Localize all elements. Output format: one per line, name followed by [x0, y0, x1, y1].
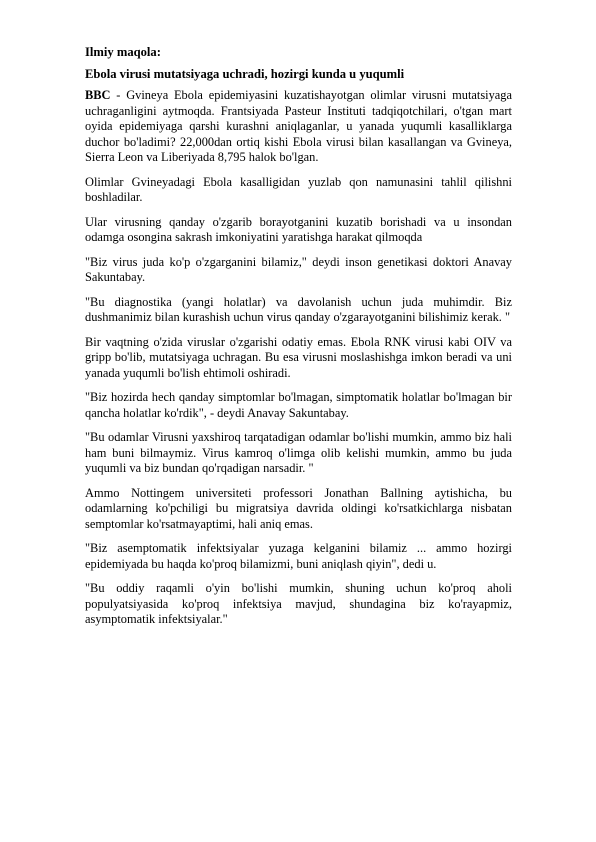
paragraph: "Bu odamlar Virusni yaxshiroq tarqatadigan odamlar bo'lishi mumkin, ammo biz hali ham buni bilmaymiz. Virus kamroq o'limga olib kelishi mumkin, ammo bu juda yuqumli va biz bundan qo'rqadigan narsadir. " [85, 430, 512, 475]
lead-text: - Gvineya Ebola epidemiyasini kuzatishayotgan olimlar virusni mutatsiyaga uchraganligini aytmoqda. Frantsiyada Pasteur Instituti tadqiqotchilari, o'tgan mart oyida epidemiyaga qarshi kurashni aniqlaganlar, u yanada yuqumli kasalliklarga duchor bo'ladimi? 22,000dan ortiq kishi Ebola virusi bilan kasallangan va Gvineya, Sierra Leon va Liberiyada 8,795 halok bo'lgan. [85, 88, 512, 164]
paragraph: Olimlar Gvineyadagi Ebola kasalligidan yuzlab qon namunasini tahlil qilishni boshladilar. [85, 174, 512, 204]
paragraph: "Biz hozirda hech qanday simptomlar bo'lmagan, simptomatik holatlar bo'lmagan bir qancha holatlar ko'rdik", - deydi Anavay Sakuntabay. [85, 390, 512, 420]
paragraph: Bir vaqtning o'zida viruslar o'zgarishi odatiy emas. Ebola RNK virusi kabi OIV va gripp bo'lib, mutatsiyaga uchragan. Bu esa virusni moslashishga imkon beradi va uni yanada yuqumli bo'lish ehtimoli oshiradi. [85, 334, 512, 380]
document-page [85, 44, 512, 637]
document-label: Ilmiy maqola: [85, 45, 161, 59]
source-name: BBC [85, 88, 111, 102]
paragraph: "Bu diagnostika (yangi holatlar) va davolanish uchun juda muhimdir. Biz dushmanimiz bilan kurashish uchun virus qanday o'zgarayotganini bilishimiz kerak. " [85, 294, 512, 324]
paragraph: "Biz asemptomatik infektsiyalar yuzaga kelganini bilamiz ... ammo hozirgi epidemiyada bu haqda ko'proq bilamizmi, buni aniqlash qiyin", dedi u. [85, 541, 512, 571]
lead-paragraph [85, 88, 512, 166]
paragraph: "Biz virus juda ko'p o'zgarganini bilamiz," deydi inson genetikasi doktori Anavay Sakuntabay. [85, 254, 512, 284]
paragraph: Ular virusning qanday o'zgarib borayotganini kuzatib borishadi va u insondan odamga osongina sakrash imkoniyatini yaratishga harakat qilmoqda [85, 214, 512, 244]
paragraph: Ammo Nottingem universiteti professori Jonathan Ballning aytishicha, bu odamlarning ko'pchiligi bu migratsiya davrida oldingi ko'rsatkichlarga nisbatan semptomlar ko'rsatmayaptimi, hali aniq emas. [85, 485, 512, 531]
article-title: Ebola virusi mutatsiyaga uchradi, hozirgi kunda u yuqumli [85, 67, 405, 81]
paragraph: "Bu oddiy raqamli o'yin bo'lishi mumkin, shuning uchun ko'proq aholi populyatsiyasida ko'proq infektsiya mavjud, shundagina biz ko'rayapmiz, asymptomatik infektsiyalar." [85, 581, 512, 626]
